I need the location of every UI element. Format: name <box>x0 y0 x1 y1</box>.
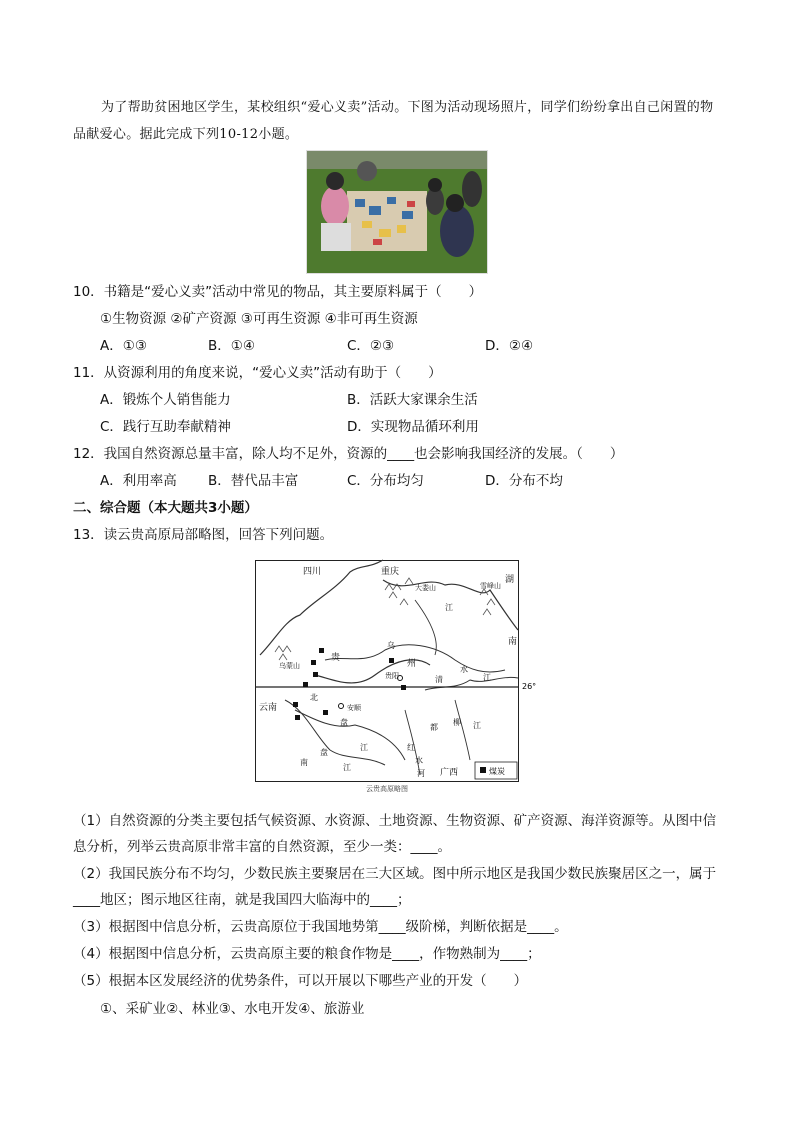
map-label-jiang3: 江 <box>360 743 368 752</box>
q13-part-5-choices: ①、采矿业②、林业③、水电开发④、旅游业 <box>100 1001 365 1017</box>
q11-option-d[interactable]: D．实现物品循环利用 <box>347 419 479 435</box>
map-label-pan2: 盘 <box>320 748 328 757</box>
q10-choices: ①生物资源 ②矿产资源 ③可再生资源 ④非可再生资源 <box>100 311 418 327</box>
q13-part-1: （1）自然资源的分类主要包括气候资源、水资源、土地资源、生物资源、矿产资源、海洋资源等。从图中信息分析，列举云贵高原非常丰富的自然资源，至少一类：____。 <box>73 813 717 855</box>
map-label-zhou: 州 <box>407 659 417 669</box>
q13-part-3: （3）根据图中信息分析，云贵高原位于我国地势第____级阶梯，判断依据是____。 <box>73 919 568 935</box>
q10-stem: 10．书籍是“爱心义卖”活动中常见的物品，其主要原料属于（ ） <box>73 284 483 300</box>
map-label-qing: 清 <box>435 675 443 684</box>
map-label-jiang4: 江 <box>343 763 351 772</box>
map-label-jiang5: 江 <box>473 721 481 730</box>
q12-stem: 12．我国自然资源总量丰富，除人均不足外，资源的____也会影响我国经济的发展。（ ） <box>73 446 624 462</box>
map-label-pan1: 盘 <box>340 718 348 727</box>
charity-sale-photo <box>306 150 488 274</box>
q12-option-a[interactable]: A．利用率高 <box>100 473 177 489</box>
map-label-gui: 贵 <box>331 653 341 663</box>
q13-stem: 13．读云贵高原局部略图，回答下列问题。 <box>73 527 334 543</box>
map-label-chongqing: 重庆 <box>381 567 400 577</box>
map-label-shui: 水 <box>460 665 468 674</box>
map-label-nan2: 南 <box>300 758 308 767</box>
map-label-wu: 乌 <box>387 641 395 650</box>
q13-part-2: （2）我国民族分布不均匀，少数民族主要聚居在三大区域。图中所示地区是我国少数民族聚居区之一，属于____地区；图示地区往南，就是我国四大临海中的____； <box>73 866 717 908</box>
q13-part-4: （4）根据图中信息分析，云贵高原主要的粮食作物是____，作物熟制为____； <box>73 946 541 962</box>
map-label-nan: 南 <box>508 637 518 647</box>
map-label-bei: 北 <box>310 693 318 702</box>
q10-option-d[interactable]: D．②④ <box>485 338 534 354</box>
map-label-liu: 柳 <box>453 718 461 727</box>
section-title: 二、综合题（本大题共3小题） <box>73 500 258 516</box>
map-label-hong: 红 <box>407 743 415 752</box>
q12-option-c[interactable]: C．分布均匀 <box>347 473 424 489</box>
q12-option-d[interactable]: D．分布不均 <box>485 473 563 489</box>
map-caption: 云贵高原略图 <box>366 785 408 793</box>
map-label-sichuan: 四川 <box>303 567 322 577</box>
yungui-plateau-map <box>255 560 537 782</box>
map-label-he: 河 <box>417 769 425 778</box>
q13-part-5: （5）根据本区发展经济的优势条件，可以开展以下哪些产业的开发（ ） <box>73 973 528 989</box>
map-label-dalou: 大娄山 <box>415 584 436 592</box>
map-legend-coal: 煤炭 <box>489 767 505 776</box>
q11-stem: 11．从资源利用的角度来说，“爱心义卖”活动有助于（ ） <box>73 365 442 381</box>
map-label-du: 都 <box>430 723 438 732</box>
q12-option-b[interactable]: B．替代品丰富 <box>208 473 299 489</box>
map-label-anshun: 安顺 <box>347 704 361 712</box>
map-label-guangxi: 广西 <box>440 768 459 778</box>
q11-option-b[interactable]: B．活跃大家课余生活 <box>347 392 478 408</box>
map-label-hu: 湖 <box>505 575 515 585</box>
map-label-wumeng: 乌蒙山 <box>279 662 300 670</box>
map-label-guiyang: 贵阳 <box>385 672 399 680</box>
q11-option-c[interactable]: C．践行互助奉献精神 <box>100 419 231 435</box>
latitude-label: 26° <box>522 682 537 691</box>
map-label-xuefeng: 雪峰山 <box>480 582 501 590</box>
q10-option-a[interactable]: A．①③ <box>100 338 147 354</box>
map-label-jiang1: 江 <box>445 603 453 612</box>
map-label-jiang2: 江 <box>483 673 491 682</box>
map-label-shui2: 水 <box>415 756 423 765</box>
q10-option-c[interactable]: C．②③ <box>347 338 395 354</box>
intro-paragraph: 为了帮助贫困地区学生，某校组织“爱心义卖”活动。下图为活动现场照片，同学们纷纷拿出自己闲置的物品献爱心。据此完成下列10-12小题。 <box>73 100 714 142</box>
map-label-yunnan: 云南 <box>259 703 278 713</box>
q11-option-a[interactable]: A．锻炼个人销售能力 <box>100 392 231 408</box>
q10-option-b[interactable]: B．①④ <box>208 338 255 354</box>
